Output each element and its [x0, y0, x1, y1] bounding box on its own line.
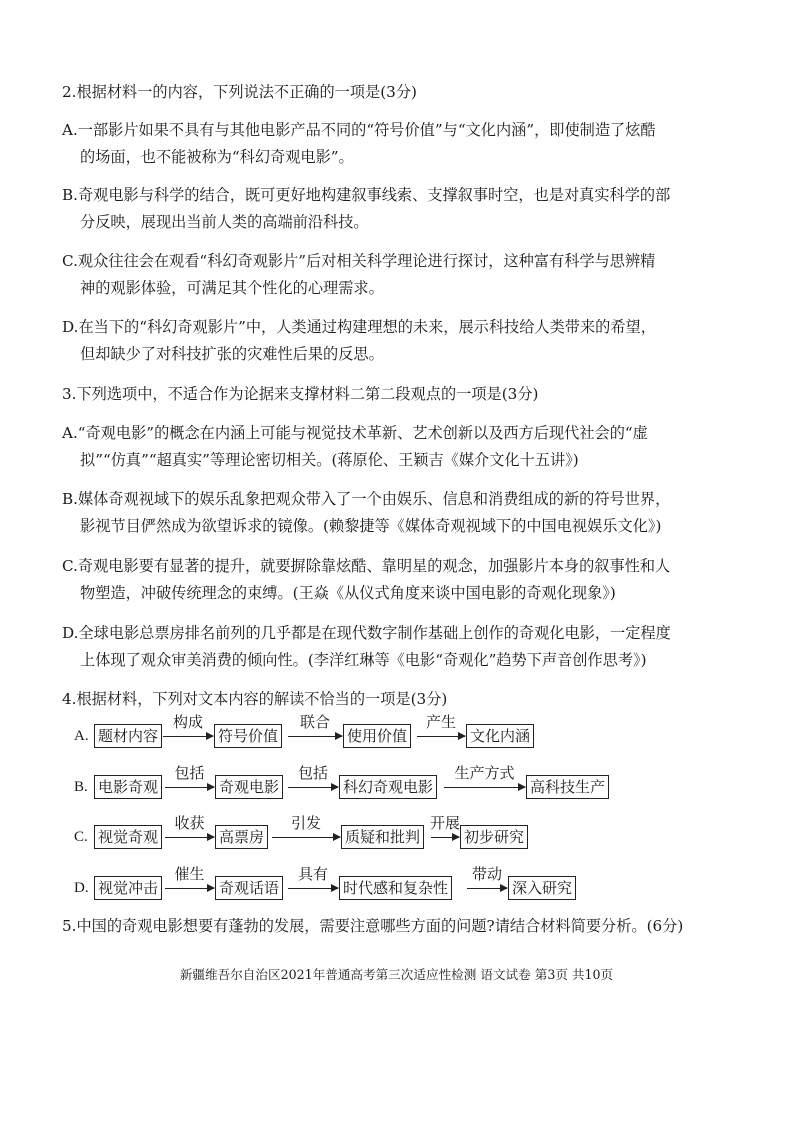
flow-verb: 收获: [174, 814, 205, 832]
flow-box: 视觉奇观: [94, 825, 162, 849]
flow-verb: 带动: [471, 865, 502, 883]
arrow-icon: [417, 736, 465, 737]
q2-option-c-line2: 神的观影体验，可满足其个性化的心理需求。: [80, 279, 384, 297]
arrow-icon: [288, 736, 342, 737]
flow-box: 科幻奇观电影: [339, 775, 437, 799]
flow-box: 时代感和复杂性: [339, 876, 452, 900]
q3-option-b-line2: 影视节目俨然成为欲望诉求的镜像。(赖黎捷等《媒体奇观视域下的中国电视娱乐文化》): [80, 517, 662, 535]
arrow-icon: [272, 837, 340, 838]
flow-verb: 开展: [429, 814, 460, 832]
q3-option-c-line1: C.奇观电影要有显著的提升，就要摒除靠炫酷、靠明星的观念，加强影片本身的叙事性和人: [62, 557, 671, 575]
q3-option-a-line2: 拟”“仿真”“超真实”等理论密切相关。(蒋原伦、王颖吉《媒介文化十五讲》): [80, 451, 579, 469]
flow-box: 电影奇观: [94, 775, 162, 799]
flow-verb: 联合: [299, 713, 330, 731]
q2-option-a-line2: 的场面，也不能被称为“科幻奇观电影”。: [80, 148, 354, 166]
option-letter: D.: [74, 880, 89, 896]
flow-box: 视觉冲击: [94, 876, 162, 900]
q2-option-a-line1: A.一部影片如果不具有与其他电影产品不同的“符号价值”与“文化内涵”，即使制造了炫酷: [62, 121, 656, 139]
arrow-icon: [165, 837, 214, 838]
q3-option-a-line1: A.“奇观电影”的概念在内涵上可能与视觉技术革新、艺术创新以及西方后现代社会的“虚: [62, 424, 648, 442]
q4-option-c-flow: [74, 814, 754, 851]
arrow-icon: [467, 888, 507, 889]
flow-verb: 生产方式: [454, 764, 515, 782]
arrow-icon: [165, 787, 214, 788]
q4-option-b-flow: [74, 764, 754, 801]
q2-option-b-line2: 分反映，展现出当前人类的高端前沿科技。: [80, 213, 369, 231]
flow-verb: 包括: [174, 764, 205, 782]
flow-verb: 具有: [297, 865, 328, 883]
option-letter: C.: [74, 829, 88, 845]
flow-box: 文化内涵: [466, 724, 534, 748]
q4-option-a-flow: [74, 713, 754, 750]
q2-option-c-line1: C.观众往往会在观看“科幻奇观影片”后对相关科学理论进行探讨，这种富有科学与思辨精: [62, 252, 656, 270]
q3-option-d-line2: 上体现了观众审美消费的倾向性。(李洋红琳等《电影“奇观化”趋势下声音创作思考》): [80, 651, 647, 669]
option-letter: A.: [74, 728, 89, 744]
flow-box: 题材内容: [94, 724, 162, 748]
q3-option-d-line1: D.全球电影总票房排名前列的几乎都是在现代数字制作基础上创作的奇观化电影，一定程度: [62, 624, 671, 642]
option-letter: B.: [74, 779, 88, 795]
flow-verb: 催生: [174, 865, 205, 883]
flow-box: 奇观话语: [215, 876, 283, 900]
arrow-icon: [288, 888, 338, 889]
flow-box: 符号价值: [214, 724, 282, 748]
q2-stem: 2.根据材料一的内容，下列说法不正确的一项是(3分): [62, 83, 417, 101]
page-footer: 新疆维吾尔自治区2021年普通高考第三次适应性检测 语文试卷 第3页 共10页: [179, 967, 614, 982]
arrow-icon: [288, 787, 338, 788]
q4-option-d-flow: [74, 865, 754, 902]
flow-box: 初步研究: [460, 825, 528, 849]
q2-option-d-line1: D.在当下的“科幻奇观影片”中，人类通过构建理想的未来，展示科技给人类带来的希望，: [62, 318, 656, 336]
arrow-icon: [444, 787, 525, 788]
flow-box: 质疑和批判: [341, 825, 424, 849]
flow-box: 奇观电影: [215, 775, 283, 799]
flow-verb: 引发: [290, 814, 321, 832]
flow-verb: 产生: [425, 713, 456, 731]
flow-box: 深入研究: [508, 876, 576, 900]
flow-verb: 包括: [297, 764, 328, 782]
q3-option-c-line2: 物塑造，冲破传统理念的束缚。(王焱《从仪式角度来谈中国电影的奇观化现象》): [80, 584, 616, 602]
arrow-icon: [431, 837, 459, 838]
q2-option-b-line1: B.奇观电影与科学的结合，既可更好地构建叙事线索、支撑叙事时空，也是对真实科学的部: [62, 186, 671, 204]
flow-box: 高科技生产: [526, 775, 609, 799]
arrow-icon: [165, 888, 214, 889]
arrow-icon: [163, 736, 213, 737]
flow-box: 高票房: [215, 825, 268, 849]
q3-stem: 3.下列选项中，不适合作为论据来支撑材料二第二段观点的一项是(3分): [62, 385, 539, 403]
q3-option-b-line1: B.媒体奇观视域下的娱乐乱象把观众带入了一个由娱乐、信息和消费组成的新的符号世界，: [62, 490, 671, 508]
flow-box: 使用价值: [343, 724, 411, 748]
q4-stem: 4.根据材料，下列对文本内容的解读不恰当的一项是(3分): [62, 690, 448, 708]
q5-stem: 5.中国的奇观电影想要有蓬勃的发展，需要注意哪些方面的问题?请结合材料简要分析。(6分): [62, 917, 684, 935]
flow-verb: 构成: [172, 713, 203, 731]
q2-option-d-line2: 但却缺少了对科技扩张的灾难性后果的反思。: [80, 345, 384, 363]
